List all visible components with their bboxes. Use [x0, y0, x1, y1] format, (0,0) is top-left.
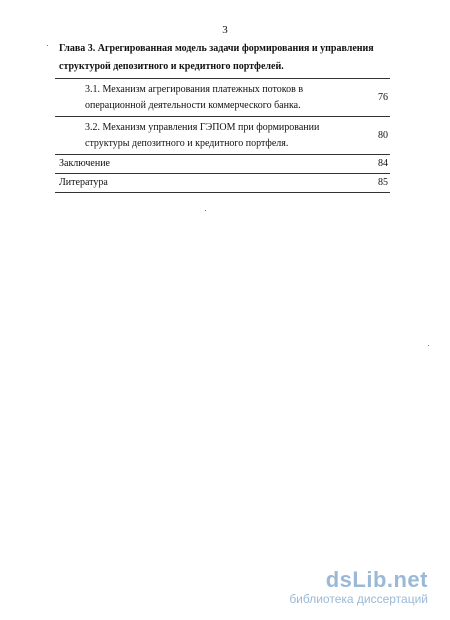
toc-conclusion-page: 84 [354, 155, 390, 174]
toc-item-3-1-title: 3.1. Механизм агрегирования платежных потоков в операционной деятельности коммерческого банка. [55, 79, 354, 117]
toc-conclusion-title: Заключение [55, 155, 354, 174]
watermark [289, 568, 428, 606]
toc-literature-title: Литература [55, 174, 354, 193]
toc-item-3-2-page: 80 [354, 117, 390, 155]
toc-chapter-3 [55, 38, 390, 79]
scan-speck [428, 345, 429, 346]
toc-literature-page: 85 [354, 174, 390, 193]
toc-item-3-2-title: 3.2. Механизм управления ГЭПОМ при формировании структуры депозитного и кредитного портфеля. [55, 117, 354, 155]
toc-literature [55, 174, 390, 193]
toc-chapter-3-title: Глава 3. Агрегированная модель задачи формирования и управления структурой депозитного и кредитного портфелей. [55, 38, 390, 79]
scan-speck [205, 210, 206, 211]
page-number: 3 [222, 24, 228, 36]
scan-speck [47, 45, 48, 46]
toc-item-3-1-page: 76 [354, 79, 390, 117]
toc-conclusion [55, 155, 390, 174]
table-of-contents [55, 38, 390, 193]
watermark-tagline: библиотека диссертаций [289, 592, 428, 606]
toc-item-3-1 [55, 79, 390, 117]
toc-item-3-2 [55, 117, 390, 155]
watermark-brand: dsLib.net [325, 567, 428, 592]
